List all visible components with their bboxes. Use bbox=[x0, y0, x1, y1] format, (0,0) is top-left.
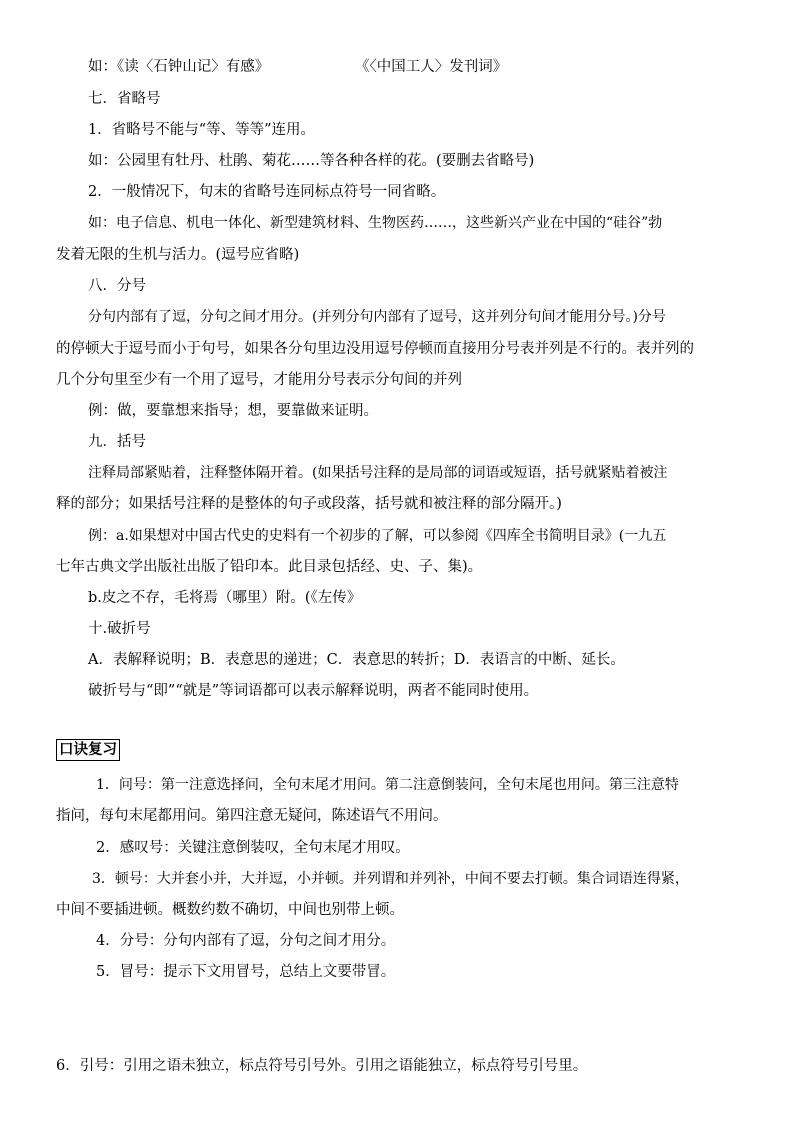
paragraph-line: 的停顿大于逗号而小于句号，如果各分句里边没用逗号停顿而直接用分号表并列是不行的。表并列的 bbox=[56, 341, 694, 357]
paragraph-line: 中间不要插进顿。概数约数不确切，中间也别带上顿。 bbox=[56, 902, 404, 918]
paragraph-line: 发着无限的生机与活力。(逗号应省略) bbox=[56, 247, 300, 263]
paragraph-line: 1．问号：第一注意选择问，全句末尾才用问。第二注意倒装问，全句末尾也用问。第三注意特 bbox=[96, 777, 679, 793]
paragraph-line: 5．冒号：提示下文用冒号，总结上文要带冒。 bbox=[96, 964, 396, 980]
section-heading-dash: 十.破折号 bbox=[88, 621, 151, 637]
paragraph-line: 例：做，要靠想来指导；想，要靠做来证明。 bbox=[88, 403, 378, 419]
section-heading-ellipsis: 七．省略号 bbox=[88, 91, 161, 107]
paragraph-line: 七年古典文学出版社出版了铅印本。此目录包括经、史、子、集)。 bbox=[56, 559, 483, 575]
paragraph-line: b.皮之不存，毛将焉（哪里）附。(《左传》 bbox=[88, 590, 362, 606]
example-title-quote-1: 如：《读〈石钟山记〉有感》 bbox=[88, 59, 270, 75]
section-heading-semicolon: 八．分号 bbox=[88, 278, 146, 294]
paragraph-line: 如：公园里有牡丹、杜鹃、菊花……等各种各样的花。(要删去省略号) bbox=[88, 153, 535, 169]
paragraph-line: 如：电子信息、机电一体化、新型建筑材料、生物医药……，这些新兴产业在中国的“硅谷”勃 bbox=[88, 215, 663, 231]
review-heading: 口诀复习 bbox=[56, 739, 120, 761]
example-title-quote-2: 《〈中国工人〉发刊词》 bbox=[355, 59, 508, 75]
paragraph-line: 2．一般情况下，句末的省略号连同标点符号一同省略。 bbox=[88, 184, 446, 200]
paragraph-line: A．表解释说明；B．表意思的递进；C．表意思的转折；D．表语言的中断、延长。 bbox=[88, 652, 625, 668]
paragraph-line: 指问，每句末尾都用问。第四注意无疑问，陈述语气不用问。 bbox=[56, 808, 448, 824]
paragraph-line: 注释局部紧贴着，注释整体隔开着。(如果括号注释的是局部的词语或短语，括号就紧贴着被注 bbox=[88, 465, 668, 481]
paragraph-line: 分句内部有了逗，分句之间才用分。(并列分句内部有了逗号，这并列分句间才能用分号。)分号 bbox=[88, 309, 666, 325]
section-heading-brackets: 九．括号 bbox=[88, 434, 146, 450]
paragraph-line: 释的部分；如果括号注释的是整体的句子或段落，括号就和被注释的部分隔开。) bbox=[56, 496, 562, 512]
paragraph-line: 例：a.如果想对中国古代史的史料有一个初步的了解，可以参阅《四库全书简明目录》(一九五 bbox=[88, 528, 667, 544]
paragraph-line: 1．省略号不能与“等、等等”连用。 bbox=[88, 122, 316, 138]
paragraph-line: 破折号与“即”“就是”等词语都可以表示解释说明，两者不能同时使用。 bbox=[88, 683, 539, 699]
paragraph-line: 几个分句里至少有一个用了逗号，才能用分号表示分句间的并列 bbox=[56, 372, 462, 388]
paragraph-line: 4．分号：分句内部有了逗，分句之间才用分。 bbox=[96, 933, 396, 949]
paragraph-line: 3．顿号：大并套小并，大并逗，小并顿。并列谓和并列补，中间不要去打顿。集合词语连得紧， bbox=[92, 871, 689, 887]
paragraph-line: 2．感叹号：关键注意倒装叹，全句末尾才用叹。 bbox=[96, 840, 410, 856]
paragraph-line: 6．引号：引用之语未独立，标点符号引号外。引用之语能独立，标点符号引号里。 bbox=[56, 1058, 588, 1074]
